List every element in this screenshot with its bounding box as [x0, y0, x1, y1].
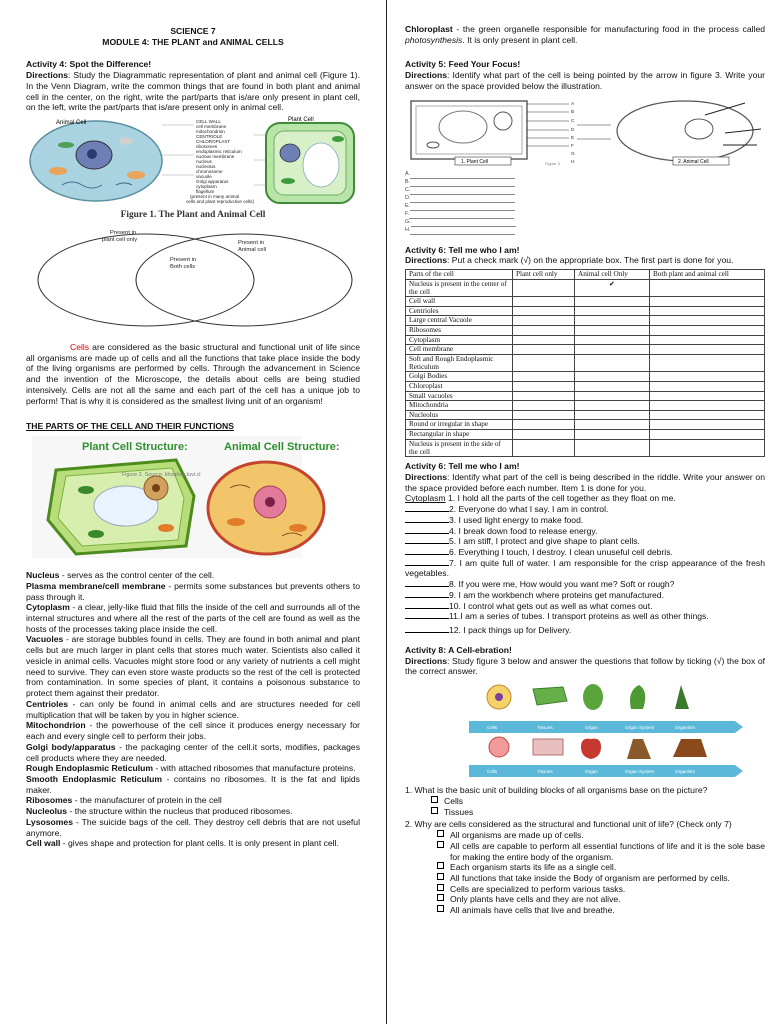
riddle-item: 4. I break down food to release energy. — [405, 526, 765, 537]
riddle-blank[interactable] — [405, 558, 449, 566]
def-lysosomes: Lysosomes - The suicide bags of the cell. They destroy cell debris that are not useful anymore. — [26, 816, 360, 838]
figure1-plant-animal-cell — [26, 115, 360, 207]
table-row: Chloroplast — [406, 382, 765, 392]
activity5-answer-lines — [405, 171, 765, 235]
level-tissues-bottom: Tissues — [537, 769, 553, 775]
answer-line-h[interactable]: H. — [405, 227, 765, 235]
venn-right-label-line2: Animal cell — [238, 246, 267, 253]
check-table — [405, 269, 765, 457]
level-tissues-top: Tissues — [537, 725, 553, 731]
def-centrioles: Centrioles - can only be found in animal cells and are structures needed for cell multiplication that will be taken by you in higher science. — [26, 698, 360, 720]
svg-text:CHLOROPLAST: CHLOROPLAST — [196, 139, 231, 145]
module-heading: MODULE 4: THE PLANT and ANIMAL CELLS — [102, 36, 284, 47]
def-plasma-membrane: Plasma membrane/cell membrane - permits some substances but prevents others to pass through it. — [26, 580, 360, 602]
q2-option[interactable]: All cells are capable to perform all essential functions of life and it is the sole base for making the entire body of the organism. — [411, 841, 765, 862]
def-mitochondrion: Mitochondrion - the powerhouse of the cell since it produces energy necessary for each and every single cell to perform their jobs. — [26, 720, 360, 742]
parts-heading: THE PARTS OF THE CELL AND THEIR FUNCTIONS — [26, 421, 234, 432]
svg-text:B: B — [571, 109, 575, 115]
riddle-item: 11.I am a series of tubes. I transport proteins as well as other things. — [405, 611, 765, 622]
level-organism-bottom: Organism — [675, 769, 695, 775]
activity4-title: Activity 4: Spot the Difference! — [26, 59, 152, 70]
activity8-title: Activity 8: A Cell-ebration! — [405, 644, 512, 655]
q2-option[interactable]: Only plants have cells and they are not alive. — [411, 894, 765, 905]
riddle-item: 8. If you were me, How would you want me? Soft or rough? — [405, 579, 765, 590]
riddle-blank[interactable] — [405, 526, 449, 534]
activity5-title: Activity 5: Feed Your Focus! — [405, 59, 521, 70]
table-row: Ribosomes — [406, 326, 765, 336]
table-row: Cytoplasm — [406, 335, 765, 345]
th-parts: Parts of the cell — [406, 270, 513, 280]
venn-left-label-line1: Present in — [110, 229, 137, 236]
answer-line-b[interactable]: B. — [405, 179, 765, 187]
answer-line-e[interactable]: E. — [405, 203, 765, 211]
table-row: Nucleus is present in the center of the cell ✔ — [406, 279, 765, 297]
figure2-cell-structure — [26, 436, 360, 558]
plant-cell-label: Plant Cell — [288, 117, 314, 124]
checkbox[interactable] — [437, 862, 444, 869]
venn-center-label-line2: Both cells — [170, 263, 196, 270]
activity8-directions: Directions: Study figure 3 below and answer the questions that follow by ticking (√) the box of the correct answer. — [405, 655, 765, 677]
answer-line-a[interactable]: A. — [405, 171, 765, 179]
right-column — [405, 0, 765, 1024]
table-row: Nucleus is present in the side of the cell — [406, 439, 765, 457]
th-both: Both plant and animal cell — [650, 270, 765, 280]
figure2-watermark: Figure 2. Source: khoahoc.tuvi.cl — [122, 472, 201, 479]
svg-text:CENTRIOLE: CENTRIOLE — [196, 134, 223, 140]
level-cells-bottom: Cells — [487, 769, 498, 775]
riddle-answer[interactable]: Cytoplasm — [405, 493, 446, 504]
svg-text:G: G — [571, 151, 575, 157]
venn-diagram — [26, 224, 360, 328]
table-row: Rectangular in shape — [406, 429, 765, 439]
checkbox[interactable] — [437, 830, 444, 837]
activity6b-directions: Directions: Identify what part of the cell is being described in the riddle. Write your answer on the space provided before each number. Item 1 is done for you. — [405, 471, 765, 493]
riddle-blank[interactable] — [405, 611, 449, 619]
activity4-directions: Directions: Study the Diagrammatic representation of plant and animal cell (Figure 1). In the Venn Diagram, write the common things that are found in both plant and animal cell in the center, on the right, write the part/parts that is/are only present in plant cell, on the left, write the part/parts that is/are present only in animal cell. — [26, 70, 360, 113]
levels-of-organization-figure — [405, 681, 765, 779]
activity6b-title: Activity 6: Tell me who I am! — [405, 461, 520, 472]
checkbox[interactable] — [437, 841, 444, 848]
figure1-caption: Figure 1. The Plant and Animal Cell — [120, 210, 266, 221]
column-divider — [386, 0, 387, 1024]
svg-text:nucleolus: nucleolus — [196, 164, 216, 170]
table-row: Large central Vacuole — [406, 316, 765, 326]
svg-text:H: H — [571, 159, 575, 165]
svg-text:A: A — [571, 101, 575, 107]
q2-option[interactable]: Each organism starts its life as a single cell. — [411, 862, 765, 873]
riddle-item: 2. Everyone do what I say. I am in control. — [405, 504, 765, 515]
animal-structure-title: Animal Cell Structure: — [224, 441, 340, 454]
riddle-blank[interactable] — [405, 515, 449, 523]
riddle-blank[interactable] — [405, 601, 449, 609]
q2-option[interactable]: All organisms are made up of cells. — [411, 830, 765, 841]
def-nucleolus: Nucleolus - the structure within the nucleus that produced ribosomes. — [26, 806, 293, 817]
question-1: 1. What is the basic unit of building blocks of all organisms base on the picture? — [405, 785, 708, 796]
level-organ-top: Organ — [585, 725, 598, 731]
riddle-item: 5. I am stiff, I protect and give shape to plant cells. — [405, 536, 765, 547]
q2-option[interactable]: Cells are specialized to perform various tasks. — [411, 884, 765, 895]
svg-text:ribosomes: ribosomes — [196, 144, 218, 150]
def-rough-er: Rough Endoplasmic Reticulum - with attached ribosomes that manufacture proteins. — [26, 763, 356, 774]
riddle-item: 6. Everything I touch, I destroy. I clean unuseful cell debris. — [405, 547, 765, 558]
def-nucleus: Nucleus - serves as the control center of the cell. — [26, 570, 215, 581]
svg-text:vacuole: vacuole — [196, 174, 212, 180]
svg-text:cells and plant reproductive c: cells and plant reproductive cells) — [186, 199, 254, 205]
table-row: Cell wall — [406, 297, 765, 307]
level-cells-top: Cells — [487, 725, 498, 731]
answer-line-c[interactable]: C. — [405, 187, 765, 195]
svg-text:(present in many animal: (present in many animal — [190, 194, 240, 200]
svg-text:flagellum: flagellum — [196, 189, 215, 195]
answer-line-f[interactable]: F. — [405, 211, 765, 219]
th-plant: Plant cell only — [513, 270, 575, 280]
def-golgi: Golgi body/apparatus - the packaging center of the cell.it sorts, modifies, packages cell products where they are needed. — [26, 741, 360, 763]
riddle-blank[interactable] — [405, 579, 449, 587]
riddle-item: 9. I am the workbench where proteins get manufactured. — [405, 590, 765, 601]
q1-option-cells[interactable]: Cells — [405, 796, 765, 807]
table-row: Mitochondria — [406, 401, 765, 411]
fig3-label: Figure 3 — [545, 160, 560, 166]
table-row: Round or irregular in shape — [406, 420, 765, 430]
riddle-blank[interactable] — [405, 547, 449, 555]
riddle-blank[interactable] — [405, 536, 449, 544]
svg-text:D: D — [571, 127, 575, 133]
checkbox[interactable] — [431, 807, 438, 814]
q2-option[interactable]: All animals have cells that live and breathe. — [411, 905, 765, 916]
riddle-blank[interactable] — [405, 504, 449, 512]
level-system-top: Organ System — [625, 725, 655, 731]
venn-left-label-line2: plant cell only — [102, 236, 138, 243]
checkbox[interactable] — [437, 905, 444, 912]
venn-center-label-line1: Present in — [170, 256, 197, 263]
question-2: 2. Why are cells considered as the structural and functional unit of life? (Check only 7) — [405, 819, 732, 830]
svg-text:F: F — [571, 143, 574, 149]
q2-options — [405, 830, 765, 916]
th-animal: Animal cell Only — [575, 270, 650, 280]
svg-text:E: E — [571, 135, 575, 141]
figure1-legend — [186, 119, 254, 204]
table-row: Soft and Rough Endoplasmic Reticulum — [406, 354, 765, 372]
svg-text:C: C — [571, 118, 575, 124]
level-organ-bottom: Organ — [585, 769, 598, 775]
checkbox[interactable] — [437, 894, 444, 901]
left-column — [26, 0, 360, 1024]
q1-option-tissues[interactable]: Tissues — [405, 807, 765, 818]
table-row: Nucleolus — [406, 410, 765, 420]
plant-structure-title: Plant Cell Structure: — [82, 441, 188, 454]
table-row: Golgi Bodies — [406, 372, 765, 382]
table-header-row — [406, 270, 765, 280]
riddle-item: 10. I control what gets out as well as what comes out. — [405, 601, 765, 612]
activity6a-directions: Directions: Put a check mark (√) on the appropriate box. The first part is done for you. — [405, 255, 734, 266]
riddle-item: 7. I am quite full of water. I am responsible for the crisp appearance of the fresh vegetables. — [405, 557, 765, 579]
svg-text:cell membrane: cell membrane — [196, 124, 227, 130]
table-row: Centrioles — [406, 306, 765, 316]
riddle-blank[interactable] — [405, 625, 449, 633]
svg-text:nucleus: nucleus — [196, 159, 212, 165]
fig3-plant-label: 1. Plant Cell — [461, 158, 488, 165]
svg-text:mitochondrion: mitochondrion — [196, 129, 225, 135]
svg-text:chromosome: chromosome — [196, 169, 223, 175]
answer-line-g[interactable]: G. — [405, 219, 765, 227]
def-chloroplast: Chloroplast - the green organelle responsible for manufacturing food in the process called photosynthesis. It is only present in plant cell. — [405, 24, 765, 45]
q2-option[interactable]: All functions that take inside the Body of organism are performed by cells. — [411, 873, 765, 884]
riddle-item: Cytoplasm 1. I hold all the parts of the cell together as they float on me. — [405, 493, 676, 504]
def-ribosomes: Ribosomes - the manufacturer of protein in the cell — [26, 795, 222, 806]
cells-intro-paragraph: Cells are considered as the basic structural and functional unit of life since all organisms are made up of cells and all the functions that take place inside the body of the living organisms are performed by cells. Through the advancement in Science and the invention of the Microscope, the details about cells are being studied intensively. Cells are not all the same and each part of the cell has a unique job to perform! That is why it is considered as the smallest living unit of an organism! — [26, 341, 360, 406]
svg-text:CELL WALL: CELL WALL — [196, 119, 221, 125]
svg-text:nuclear membrane: nuclear membrane — [196, 154, 235, 160]
riddle-blank[interactable] — [405, 590, 449, 598]
checkbox[interactable] — [437, 884, 444, 891]
table-row: Cell membrane — [406, 345, 765, 355]
level-organism-top: Organism — [675, 725, 695, 731]
svg-text:Golgi apparatus: Golgi apparatus — [196, 179, 229, 185]
subject-heading: SCIENCE 7 — [170, 26, 216, 36]
activity5-directions: Directions: Identify what part of the cell is being pointed by the arrow in figure 3. Write your answer on the space provided below the illustration. — [405, 70, 765, 91]
level-system-bottom: Organ System — [625, 769, 655, 775]
check-mark[interactable]: ✔ — [575, 279, 650, 297]
riddle-list — [405, 493, 765, 636]
checkbox[interactable] — [431, 796, 438, 803]
table-row: Small vacuoles — [406, 391, 765, 401]
riddle-item: 3. I used light energy to make food. — [405, 515, 765, 526]
figure3-cells — [405, 95, 765, 169]
venn-right-label-line1: Present in — [238, 239, 265, 246]
answer-line-d[interactable]: D. — [405, 195, 765, 203]
def-cell-wall: Cell wall - gives shape and protection for plant cells. It is only present in plant cell. — [26, 838, 339, 849]
fig3-animal-label: 2. Animal Cell — [678, 158, 709, 165]
definitions-list — [26, 570, 360, 849]
svg-text:endoplasmic reticulum: endoplasmic reticulum — [196, 149, 242, 155]
riddle-item: 12. I pack things up for Delivery. — [405, 625, 765, 636]
animal-cell-label: Animal Cell — [56, 120, 87, 127]
svg-text:cytoplasm: cytoplasm — [196, 184, 217, 190]
def-cytoplasm: Cytoplasm - a clear, jelly-like fluid that fills the inside of the cell and surrounds all of the internal structures and where all the rest of the parts of the cell are found as well as the hosts of the processes taking place inside the cell. — [26, 602, 360, 634]
def-smooth-er: Smooth Endoplasmic Reticulum - contains no ribosomes. It is the fat and lipids maker. — [26, 773, 360, 795]
checkbox[interactable] — [437, 873, 444, 880]
def-vacuoles: Vacuoles - are storage bubbles found in cells. They are found in both animal and plant cells but are much larger in plant cells that stores much water. Scientists also called it vesicle in animal cells. Vacuoles might store food or any variety of nutrients a cell might need to survive. They can even store waste products so the rest of the cell is protected from contamination. In some species of plant, it contains a poisonous substance to protect them against their predator. — [26, 634, 360, 699]
activity6a-title: Activity 6: Tell me who I am! — [405, 244, 520, 255]
